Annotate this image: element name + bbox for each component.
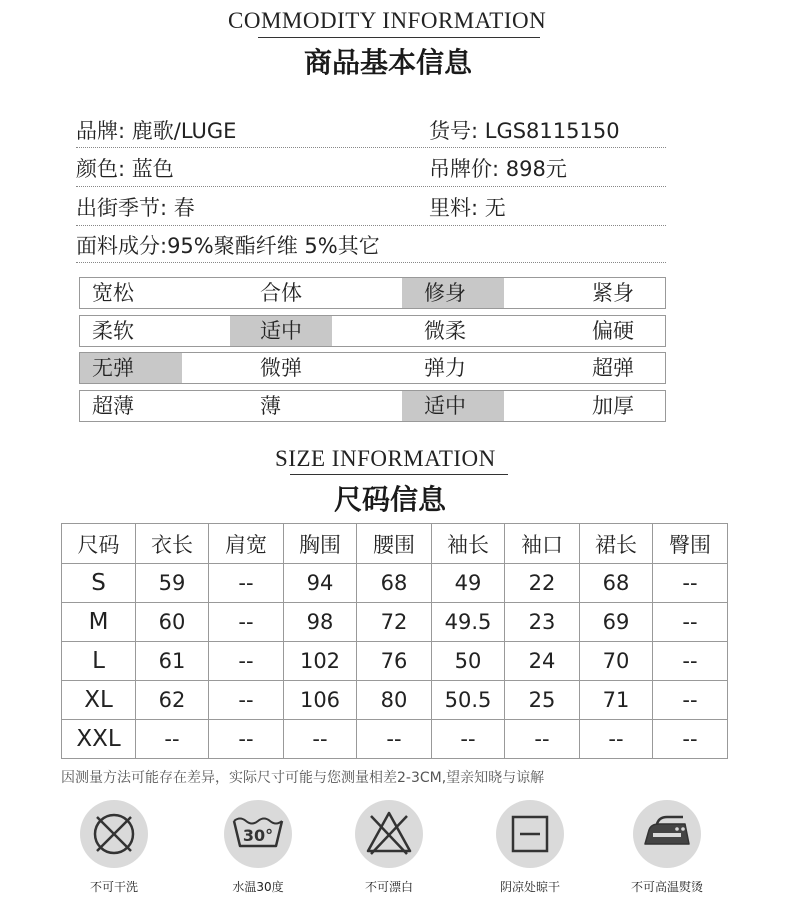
- table-row: [62, 681, 728, 720]
- table-cell: --: [209, 681, 284, 720]
- wash-temperature-text: 30°: [242, 826, 274, 845]
- column-header: 腰围: [357, 524, 432, 564]
- column-header: 袖口: [505, 524, 580, 564]
- table-cell: --: [136, 720, 209, 759]
- table-cell: 94: [284, 564, 357, 603]
- table-cell: --: [505, 720, 580, 759]
- table-cell: 106: [284, 681, 357, 720]
- table-cell: 50.5: [432, 681, 505, 720]
- attribute-option: 柔软: [92, 319, 134, 343]
- table-cell: --: [357, 720, 432, 759]
- size-title-rule: [290, 474, 508, 475]
- attribute-option: 加厚: [592, 394, 634, 418]
- attribute-row: [79, 390, 666, 422]
- size-title-en: SIZE INFORMATION: [275, 446, 496, 471]
- column-header: 尺码: [62, 524, 136, 564]
- column-header: 胸围: [284, 524, 357, 564]
- table-cell: --: [284, 720, 357, 759]
- attribute-row: [79, 315, 666, 347]
- attribute-option: 适中: [230, 316, 332, 346]
- attribute-option: 微柔: [424, 319, 466, 343]
- column-header: 臀围: [653, 524, 728, 564]
- table-cell: 102: [284, 642, 357, 681]
- table-cell: --: [653, 681, 728, 720]
- table-cell: 76: [357, 642, 432, 681]
- table-cell: 72: [357, 603, 432, 642]
- wash-30-icon: [224, 800, 292, 868]
- attribute-option: 薄: [260, 394, 281, 418]
- table-row: [62, 720, 728, 759]
- table-cell: --: [209, 603, 284, 642]
- care-item-wash-30: [203, 800, 313, 895]
- attribute-option: 无弹: [80, 353, 182, 383]
- attribute-option: 宽松: [92, 281, 134, 305]
- lining-field: 里料: 无: [429, 196, 506, 220]
- no-high-iron-icon: [633, 800, 701, 868]
- measurement-note: 因测量方法可能存在差异，实际尺寸可能与您测量相差2-3CM,望亲知晓与谅解: [61, 770, 545, 786]
- table-row: [62, 642, 728, 681]
- table-cell: 71: [580, 681, 653, 720]
- care-label: 不可高温熨烫: [630, 880, 703, 894]
- care-label: 不可干洗: [89, 880, 138, 894]
- attribute-option: 紧身: [592, 281, 634, 305]
- table-cell: 25: [505, 681, 580, 720]
- table-row: [62, 564, 728, 603]
- table-header-row: [62, 524, 728, 564]
- table-cell: 50: [432, 642, 505, 681]
- table-cell: --: [209, 642, 284, 681]
- commodity-title-rule: [258, 37, 540, 38]
- attribute-option: 超薄: [92, 394, 134, 418]
- attribute-row: [79, 352, 666, 384]
- column-header: 袖长: [432, 524, 505, 564]
- table-cell: 59: [136, 564, 209, 603]
- table-cell: --: [653, 564, 728, 603]
- table-cell: 49: [432, 564, 505, 603]
- attribute-option: 偏硬: [592, 319, 634, 343]
- attribute-option: 微弹: [260, 356, 302, 380]
- table-cell: 61: [136, 642, 209, 681]
- table-cell: 98: [284, 603, 357, 642]
- table-cell: 70: [580, 642, 653, 681]
- table-cell: --: [432, 720, 505, 759]
- attribute-option: 适中: [402, 391, 504, 421]
- divider: [76, 147, 666, 148]
- care-item-no-high-iron: [612, 800, 722, 895]
- table-row: [62, 603, 728, 642]
- size-label-cell: S: [62, 564, 136, 603]
- size-label-cell: M: [62, 603, 136, 642]
- table-cell: 69: [580, 603, 653, 642]
- fabric-field: 面料成分:95%聚酯纤维 5%其它: [76, 234, 380, 258]
- color-field: 颜色: 蓝色: [76, 157, 174, 181]
- season-field: 出街季节: 春: [76, 196, 195, 220]
- size-label-cell: XL: [62, 681, 136, 720]
- divider: [76, 186, 666, 187]
- commodity-title-en: COMMODITY INFORMATION: [228, 8, 547, 33]
- size-label-cell: L: [62, 642, 136, 681]
- column-header: 肩宽: [209, 524, 284, 564]
- care-item-no-dry-clean: [59, 800, 169, 895]
- table-cell: 80: [357, 681, 432, 720]
- size-title-cn: 尺码信息: [334, 483, 447, 516]
- table-cell: --: [653, 642, 728, 681]
- table-cell: --: [580, 720, 653, 759]
- table-cell: 68: [580, 564, 653, 603]
- attribute-row: [79, 277, 666, 309]
- table-cell: 23: [505, 603, 580, 642]
- care-label: 不可漂白: [364, 880, 413, 894]
- no-dry-clean-icon: [80, 800, 148, 868]
- attribute-option: 修身: [402, 278, 504, 308]
- commodity-title-cn: 商品基本信息: [304, 46, 473, 79]
- size-table: [61, 523, 728, 759]
- attribute-option: 弹力: [424, 356, 466, 380]
- care-item-no-bleach: [334, 800, 444, 895]
- care-label: 水温30度: [232, 880, 284, 894]
- attribute-option: 超弹: [592, 356, 634, 380]
- table-cell: --: [653, 720, 728, 759]
- tag-price-field: 吊牌价: 898元: [429, 157, 567, 181]
- table-cell: --: [653, 603, 728, 642]
- table-cell: 62: [136, 681, 209, 720]
- table-cell: 22: [505, 564, 580, 603]
- table-cell: --: [209, 564, 284, 603]
- no-bleach-icon: [355, 800, 423, 868]
- shade-dry-icon: [496, 800, 564, 868]
- table-cell: 68: [357, 564, 432, 603]
- care-item-shade-dry: [475, 800, 585, 895]
- divider: [76, 225, 666, 226]
- table-cell: --: [209, 720, 284, 759]
- item-number-field: 货号: LGS8115150: [429, 119, 620, 143]
- table-cell: 60: [136, 603, 209, 642]
- size-label-cell: XXL: [62, 720, 136, 759]
- table-cell: 24: [505, 642, 580, 681]
- attribute-option: 合体: [260, 281, 302, 305]
- column-header: 裙长: [580, 524, 653, 564]
- brand-field: 品牌: 鹿歌/LUGE: [76, 119, 237, 143]
- column-header: 衣长: [136, 524, 209, 564]
- divider: [76, 262, 666, 263]
- care-label: 阴凉处晾干: [499, 880, 560, 894]
- table-cell: 49.5: [432, 603, 505, 642]
